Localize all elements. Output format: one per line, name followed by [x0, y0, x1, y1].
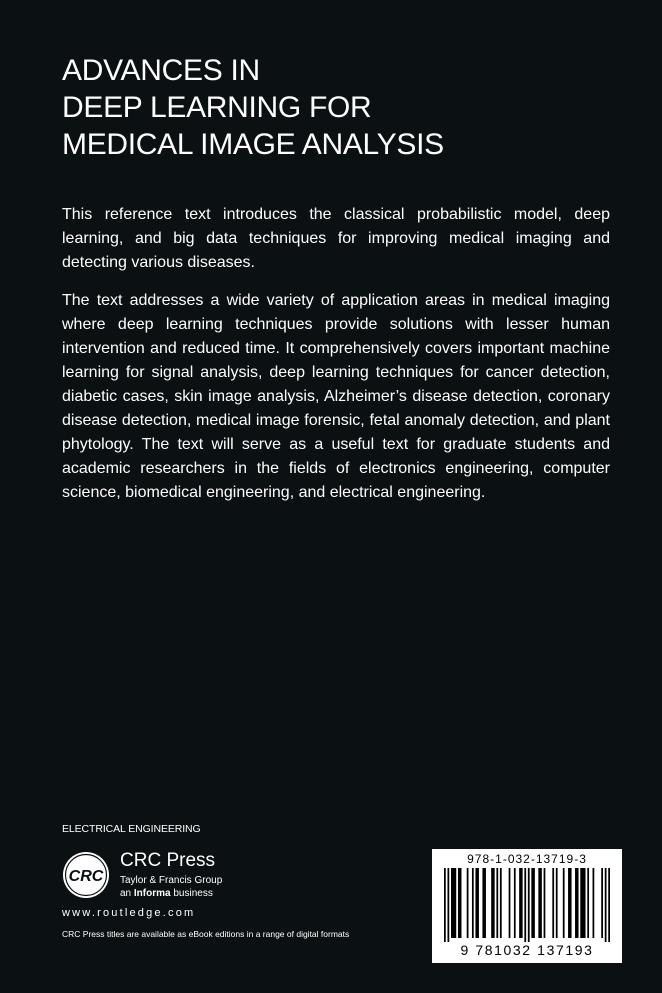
publisher-business: [120, 888, 213, 900]
barcode-bar: [475, 868, 478, 938]
ebook-note: CRC Press titles are available as eBook editions in a range of digital formats: [62, 929, 350, 939]
description-paragraph-1: This reference text introduces the classical probabilistic model, deep learning, and big data techniques for improving medical imaging and detecting various diseases.: [62, 206, 610, 271]
ean-digits: 9 781032 137193: [460, 942, 594, 958]
business-prefix: an: [120, 888, 134, 899]
barcode-bar: [568, 868, 571, 938]
book-title: [62, 52, 622, 163]
barcode-bar: [458, 868, 461, 938]
publisher-name: CRC Press: [120, 850, 216, 871]
barcode-bar: [563, 868, 565, 938]
barcode-bar: [509, 868, 511, 938]
isbn-barcode: [432, 849, 622, 963]
barcode-bar: [519, 868, 522, 938]
barcode-bar: [528, 868, 530, 942]
barcode-bar: [580, 868, 585, 938]
barcode-bar: [556, 868, 558, 938]
crc-logo-text: CRC: [68, 868, 104, 885]
barcode-bar: [608, 868, 610, 942]
description-paragraph-2: The text addresses a wide variety of application areas in medical imaging where deep learning techniques provide solutions with lesser human intervention and reduced time. It comprehensively covers important machine learning for signal analysis, deep learning techniques for cancer detection, diabetic cases, skin image analysis, Alzheimer’s disease detection, coronary disease detection, medical image forensic, fetal anomaly detection, and plant phytology. The text will serve as a useful text for graduate students and academic researchers in the fields of electronics engineering, computer science, biomedical engineering, and electrical engineering.: [62, 292, 610, 501]
subject-category: ELECTRICAL ENGINEERING: [62, 823, 201, 835]
barcode-bar: [482, 868, 485, 938]
barcode-bars: [444, 868, 610, 942]
crc-logo-icon: [62, 851, 110, 899]
barcode-bar: [538, 868, 541, 938]
description: [62, 203, 610, 519]
title-line-3: MEDICAL IMAGE ANALYSIS: [62, 128, 444, 161]
publisher-website: www.routledge.com: [62, 907, 196, 919]
isbn-number: 978-1-032-13719-3: [467, 852, 587, 866]
publisher-group: Taylor & Francis Group: [120, 875, 223, 886]
barcode-bar: [447, 868, 449, 942]
barcode-bar: [467, 868, 469, 938]
barcode-bar: [544, 868, 546, 938]
title-line-1: ADVANCES IN: [62, 54, 260, 87]
barcode-bar: [587, 868, 589, 938]
barcode-bar: [552, 868, 554, 938]
barcode-bar: [491, 868, 494, 938]
barcode-bar: [444, 868, 446, 942]
publisher-block: [62, 851, 282, 899]
barcode-bar: [531, 868, 534, 938]
barcode-bar: [593, 868, 595, 938]
barcode-bar: [451, 868, 456, 938]
business-bold: Informa: [133, 888, 171, 899]
barcode-bar: [575, 868, 578, 938]
title-line-2: DEEP LEARNING FOR: [62, 91, 372, 124]
barcode-bar: [524, 868, 526, 942]
barcode-bar: [496, 868, 498, 938]
barcode-bar: [500, 868, 502, 938]
barcode-bar: [605, 868, 607, 942]
barcode-bar: [601, 868, 603, 938]
barcode-bar: [514, 868, 516, 938]
business-suffix: business: [170, 888, 213, 899]
barcode-bar: [472, 868, 474, 938]
